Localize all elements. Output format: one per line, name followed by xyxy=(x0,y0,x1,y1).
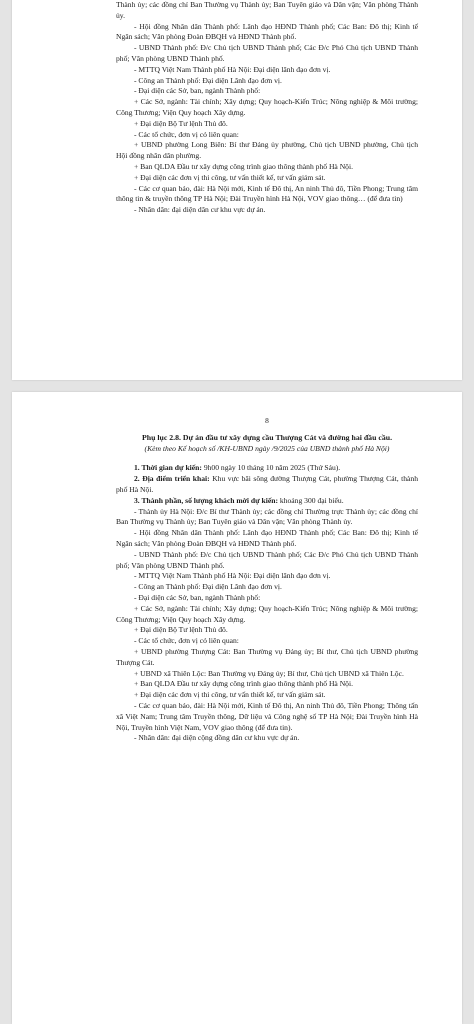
item-guests xyxy=(116,496,418,507)
page-2-body xyxy=(116,416,418,744)
paragraph: + Ban QLDA Đầu tư xây dựng công trình giao thông thành phố Hà Nội. xyxy=(134,679,353,689)
document-page-2 xyxy=(12,392,462,1024)
page-1-body xyxy=(116,0,418,216)
paragraph: - Đại diện các Sở, ban, ngành Thành phố: xyxy=(134,592,261,602)
item-label: 3. Thành phần, số lượng khách mời dự kiến: xyxy=(134,495,278,505)
paragraph: - Các tổ chức, đơn vị có liên quan: xyxy=(134,129,239,139)
paragraph: + Đại diện các đơn vị thi công, tư vấn thiết kế, tư vấn giám sát. xyxy=(134,690,326,700)
item-label: 2. Địa điểm triển khai: xyxy=(134,474,210,484)
paragraph: - UBND Thành phố: Đ/c Chủ tịch UBND Thành phố; Các Đ/c Phó Chủ tịch UBND Thành phố; Văn phòng UBND Thành phố. xyxy=(116,549,418,570)
paragraph: - Các cơ quan báo, đài: Hà Nội mới, Kinh tế Đô thị, An ninh Thủ đô, Tiền Phong; Trung tâm thông tin & truyền thông TP Hà Nội; Đài Truyền hình Hà Nội, VOV giao thông… (để đưa tin) xyxy=(116,183,418,204)
paragraph: - Hội đồng Nhân dân Thành phố: Lãnh đạo HĐND Thành phố; Các Ban: Đô thị; Kinh tế Ngân sách; Văn phòng Đoàn ĐBQH và HĐND Thành phố. xyxy=(116,21,418,42)
paragraph: - UBND Thành phố: Đ/c Chủ tịch UBND Thành phố; Các Đ/c Phó Chủ tịch UBND Thành phố; Văn phòng UBND Thành phố. xyxy=(116,43,418,63)
page-number: 8 xyxy=(265,416,269,425)
paragraph: - MTTQ Việt Nam Thành phố Hà Nội: Đại diện lãnh đạo đơn vị. xyxy=(134,64,331,74)
appendix-subtitle: (Kèm theo Kế hoạch số /KH-UBND ngày /9/2025 của UBND thành phố Hà Nội) xyxy=(144,443,390,453)
paragraph: - Các tổ chức, đơn vị có liên quan: xyxy=(134,636,239,646)
paragraph: Thành ủy; các đồng chí Ban Thường vụ Thành ủy; Ban Tuyên giáo và Dân vận; Văn phòng Thành ủy. xyxy=(116,0,418,20)
paragraph: - Công an Thành phố: Đại diện Lãnh đạo đơn vị. xyxy=(134,582,282,592)
paragraph: - Hội đồng Nhân dân Thành phố: Lãnh đạo HĐND Thành phố; Các Ban: Đô thị; Kinh tế Ngân sách; Văn phòng Đoàn ĐBQH và HĐND Thành phố. xyxy=(116,528,418,548)
paragraph: - Nhân dân: đại diện cộng đồng dân cư khu vực dự án. xyxy=(134,733,300,743)
document-page-1 xyxy=(12,0,462,380)
item-text: Khu vực bãi sông đường Thượng Cát, phường Thượng Cát, thành phố Hà Nội. xyxy=(116,474,418,494)
appendix-title: Phụ lục 2.8. Dự án đầu tư xây dựng cầu Thượng Cát và đường hai đầu cầu. xyxy=(141,432,393,442)
item-location xyxy=(116,474,418,496)
paragraph: + UBND xã Thiên Lộc: Ban Thường vụ Đảng ủy; Bí thư, Chủ tịch UBND xã Thiên Lộc. xyxy=(134,668,404,678)
paragraph: + UBND phường Long Biên: Bí thư Đảng ủy phường, Chủ tịch UBND phường, Chủ tịch Hội đồng nhân dân phường. xyxy=(116,140,418,161)
paragraph: - Các cơ quan báo, đài: Hà Nội mới, Kinh tế Đô thị, An ninh Thủ đô, Tiền Phong; Thông tấn xã Việt Nam; Trung tâm Truyền thông, Dữ liệu và Công nghệ số TP Hà Nội; Đài Truyền hình Hà Nội, Truyền hình Việt Nam, VOV giao thông (để đưa tin). xyxy=(116,700,418,732)
item-text: khoảng 300 đại biểu. xyxy=(278,495,344,505)
paragraph: + UBND phường Thượng Cát: Ban Thường vụ Đảng ủy; Bí thư, Chủ tịch UBND phường Thượng Cát. xyxy=(116,646,418,667)
paragraph: - MTTQ Việt Nam Thành phố Hà Nội: Đại diện lãnh đạo đơn vị. xyxy=(134,571,331,581)
paragraph: - Thành ủy Hà Nội: Đ/c Bí thư Thành ủy; các đồng chí Thường trực Thành ủy; các đồng chí Ban Thường vụ Thành ủy; Ban Tuyên giáo và Dân vận; Văn phòng Thành ủy. xyxy=(116,506,418,527)
paragraph: + Các Sở, ngành: Tài chính; Xây dựng; Quy hoạch-Kiến Trúc; Nông nghiệp & Môi trường; Công Thương; Viện Quy hoạch Xây dựng. xyxy=(116,603,418,624)
paragraph: + Đại diện các đơn vị thi công, tư vấn thiết kế, tư vấn giám sát. xyxy=(134,172,326,182)
paragraph: - Công an Thành phố: Đại diện Lãnh đạo đơn vị. xyxy=(134,75,282,85)
item-time xyxy=(116,463,418,474)
paragraph: + Đại diện Bộ Tư lệnh Thủ đô. xyxy=(134,625,228,635)
item-text: 9h00 ngày 10 tháng 10 năm 2025 (Thứ Sáu). xyxy=(201,463,341,473)
item-label: 1. Thời gian dự kiến: xyxy=(134,463,202,473)
paragraph: - Đại diện các Sở, ban, ngành Thành phố: xyxy=(134,86,261,96)
paragraph: + Đại diện Bộ Tư lệnh Thủ đô. xyxy=(134,118,228,128)
paragraph: + Ban QLDA Đầu tư xây dựng công trình giao thông thành phố Hà Nội. xyxy=(134,161,353,171)
paragraph: - Nhân dân: đại diện dân cư khu vực dự án. xyxy=(134,205,266,215)
paragraph: + Các Sở, ngành: Tài chính; Xây dựng; Quy hoạch-Kiến Trúc; Nông nghiệp & Môi trường; Công Thương; Viện Quy hoạch Xây dựng. xyxy=(116,97,418,117)
